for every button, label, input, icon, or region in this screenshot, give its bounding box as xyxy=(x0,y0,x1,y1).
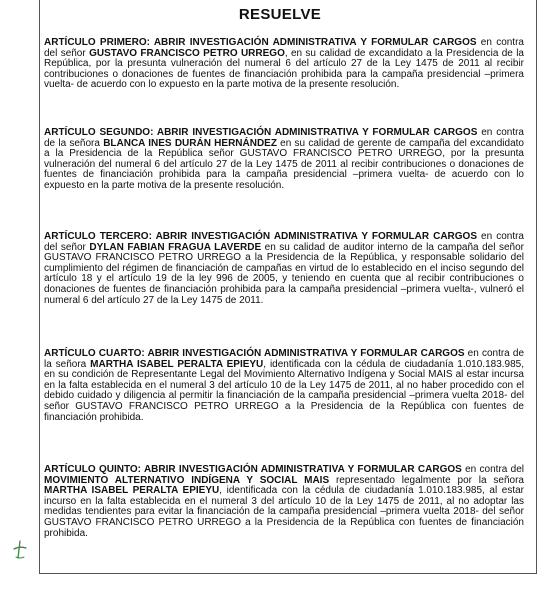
article-text: en contra de la señora xyxy=(44,127,524,149)
article-cuarto xyxy=(44,349,524,423)
person-name: MARTHA ISABEL PERALTA EPIEYU xyxy=(44,485,220,497)
article-heading: ARTÍCULO PRIMERO: ABRIR INVESTIGACIÓN ADMINISTRATIVA Y FORMULAR CARGOS xyxy=(44,37,477,48)
article-text: en contra del señor xyxy=(44,37,524,59)
person-name: DYLAN FABIAN FRAGUA LAVERDE xyxy=(89,241,262,253)
article-segundo xyxy=(44,128,524,192)
handwritten-initial-icon xyxy=(11,540,29,560)
article-primero xyxy=(44,38,524,91)
article-text: , identificada con la cédula de ciudadanía 1.010.183.985, en su condición de Representante Legal del Movimiento Alternativo Indígena y Social MAIS al estar incursa en la falta establecida en el numeral 3 del artículo 10 de la Ley 1475 de 2011, al no haber procedido con el debido cuidado y diligencia al permitir la financiación de la campaña presidencial –primera vuelta 2018- del señor GUSTAVO FRANCISCO PETRO URREGO a la Presidencia de la República con fuentes de financiación prohibida. xyxy=(44,358,524,423)
article-heading: ARTÍCULO CUARTO: ABRIR INVESTIGACIÓN ADMINISTRATIVA Y FORMULAR CARGOS xyxy=(44,348,465,359)
article-text: en contra del señor xyxy=(44,231,524,253)
article-text: en su calidad de auditor interno de la campaña del señor GUSTAVO FRANCISCO PETRO URREGO a la Presidencia de la República, y responsable solidario del cumplimiento del régimen de financiación de campañas en virtud de lo establecido en el inciso segundo del artículo 18 y el artículo 19 de la ley 996 de 2005, y teniendo en cuenta que al recibir contribuciones o donaciones de fuentes de financiación prohibida para la campaña presidencial –primera vuelta-, vulneró el numeral 6 del artículo 27 de la Ley 1475 de 2011. xyxy=(44,241,524,306)
section-title: RESUELVE xyxy=(238,6,322,23)
article-text: representado legalmente por la señora xyxy=(329,474,524,486)
person-name: BLANCA INES DURÁN HERNÁNDEZ xyxy=(103,137,277,149)
article-heading: ARTÍCULO TERCERO: ABRIR INVESTIGACIÓN ADMINISTRATIVA Y FORMULAR CARGOS xyxy=(44,231,478,242)
person-name: GUSTAVO FRANCISCO PETRO URREGO xyxy=(89,47,285,59)
article-text: , identificada con la cédula de ciudadanía 1.010.183.985, al estar incurso en la falta establecida en el numeral 3 del artículo 10 de la Ley 1475 de 2011, al no adoptar las medidas tendientes para evitar la financiación de la campaña presidencial –primera vuelta 2018- del señor GUSTAVO FRANCISCO PETRO URREGO a la Presidencia de la República con fuentes de financiación prohibida. xyxy=(44,485,524,539)
person-name: MARTHA ISABEL PERALTA EPIEYU xyxy=(90,358,264,370)
article-text: , en su calidad de excandidato a la Presidencia de la República, por la presunta vulneración del numeral 6 del artículo 27 de la Ley 1475 de 2011 al recibir contribuciones o donaciones de fuentes de financiación prohibida para la campaña presidencial –primera vuelta- de acuerdo con lo expuesto en la parte motiva de la presente resolución. xyxy=(44,47,524,91)
organization-name: MOVIMIENTO ALTERNATIVO INDÍGENA Y SOCIAL MAIS xyxy=(44,474,330,486)
article-text: en contra del xyxy=(461,464,524,475)
article-quinto xyxy=(44,465,524,539)
article-tercero xyxy=(44,232,524,306)
article-heading: ARTÍCULO SEGUNDO: ABRIR INVESTIGACIÓN ADMINISTRATIVA Y FORMULAR CARGOS xyxy=(44,127,478,138)
article-text: en su calidad de gerente de campaña del excandidato a la Presidencia de la República señor GUSTAVO FRANCISCO PETRO URREGO, por la presunta vulneración del numeral 6 del artículo 27 de la Ley 1475 de 2011 al recibir contribuciones o donaciones de fuentes de financiación prohibida para la campaña presidencial –primera vuelta- de acuerdo con lo expuesto en la parte motiva de la presente resolución. xyxy=(44,137,524,191)
article-heading: ARTÍCULO QUINTO: ABRIR INVESTIGACIÓN ADMINISTRATIVA Y FORMULAR CARGOS xyxy=(44,464,462,475)
article-text: en contra de la señora xyxy=(44,348,525,370)
